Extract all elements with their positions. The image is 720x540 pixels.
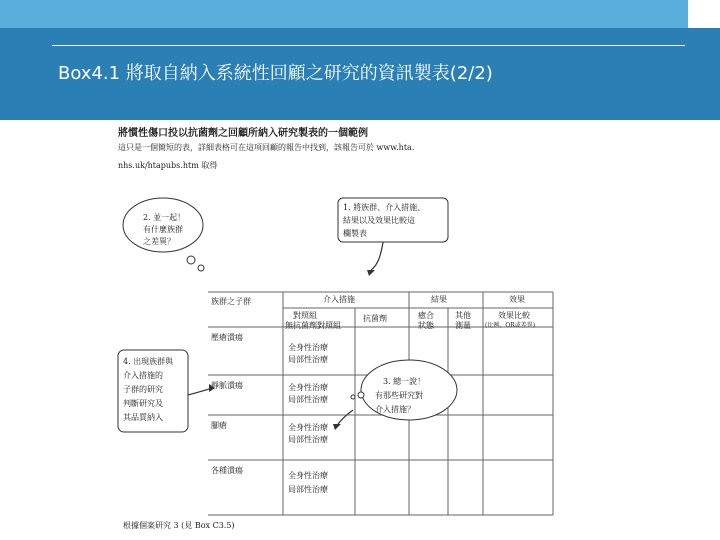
- top-corner-gap: [688, 0, 720, 28]
- callout-text: 介入措施？: [375, 405, 415, 414]
- table-subheader: 無抗菌劑對照組: [285, 321, 341, 330]
- doc-footer: 根據個案研究 3 (見 Box C3.5): [123, 521, 235, 530]
- table-subheader: 測量: [455, 321, 471, 330]
- table-subheader: 對照組: [293, 311, 317, 320]
- doc-heading: 將慣性傷口投以抗菌劑之回顧所納入研究製表的一個範例: [118, 128, 368, 139]
- table-subheader: (比例，OR或差異): [485, 322, 536, 329]
- callout-text: 之差異？: [143, 237, 175, 246]
- table-cell: 全身性治療: [288, 423, 328, 432]
- table-header: 效果: [509, 295, 525, 304]
- table-cell: 全身性治療: [288, 343, 328, 352]
- header-rule: [52, 45, 685, 46]
- callout-text: 子群的研究: [123, 385, 163, 394]
- table-subheader: 癒合: [418, 311, 434, 320]
- table-row-label: 腳瘡: [211, 421, 227, 430]
- table-cell: 局部性治療: [288, 435, 328, 444]
- table-cell: 局部性治療: [288, 485, 328, 494]
- top-accent-strip: [0, 0, 720, 28]
- table-row-label: 壓瘡潰瘍: [211, 333, 243, 342]
- callout-text: 1. 將族群、介入措施、: [343, 203, 426, 212]
- table-row-label: 各種潰瘍: [211, 466, 243, 475]
- table-cell: 全身性治療: [288, 471, 328, 480]
- callout-text: 欄製表: [343, 229, 367, 238]
- table-header: 介入措施: [323, 295, 355, 304]
- table-cell: 局部性治療: [288, 395, 328, 404]
- callout-text: 結果以及效果比較這: [343, 216, 415, 225]
- scanned-document: [113, 120, 560, 535]
- doc-intro-line: 這只是一個簡短的表，詳細表格可在這項回顧的報告中找到，該報告可於 www.hta.: [118, 143, 415, 152]
- callout-text: 2. 並一起！: [143, 213, 186, 222]
- callout-text: 有那些研究對: [375, 391, 423, 400]
- callout-text: 判斷研究及: [123, 399, 163, 408]
- callout-text: 其品質納入: [123, 413, 163, 422]
- table-row-label: 靜脈潰瘍: [211, 381, 243, 390]
- table-header: 族群之子群: [211, 297, 251, 306]
- table-header: 結果: [431, 295, 447, 304]
- table-subheader: 狀態: [418, 321, 434, 330]
- table-cell: 局部性治療: [288, 355, 328, 364]
- callout-text: 4. 出現族群與: [123, 357, 174, 366]
- callout-text: 3. 總一說！: [383, 377, 426, 386]
- table-subheader: 其他: [455, 311, 471, 320]
- table-cell: 全身性治療: [288, 383, 328, 392]
- table-subheader: 抗菌劑: [363, 314, 387, 323]
- doc-intro-line: nhs.uk/htapubs.htm 取得: [118, 161, 218, 170]
- table-subheader: 效果比較: [498, 311, 530, 320]
- slide-title: Box4.1 將取自納入系統性回顧之研究的資訊製表(2/2): [58, 63, 493, 84]
- callout-text: 有什麼族群: [143, 225, 183, 234]
- callout-text: 介入措施的: [123, 371, 163, 380]
